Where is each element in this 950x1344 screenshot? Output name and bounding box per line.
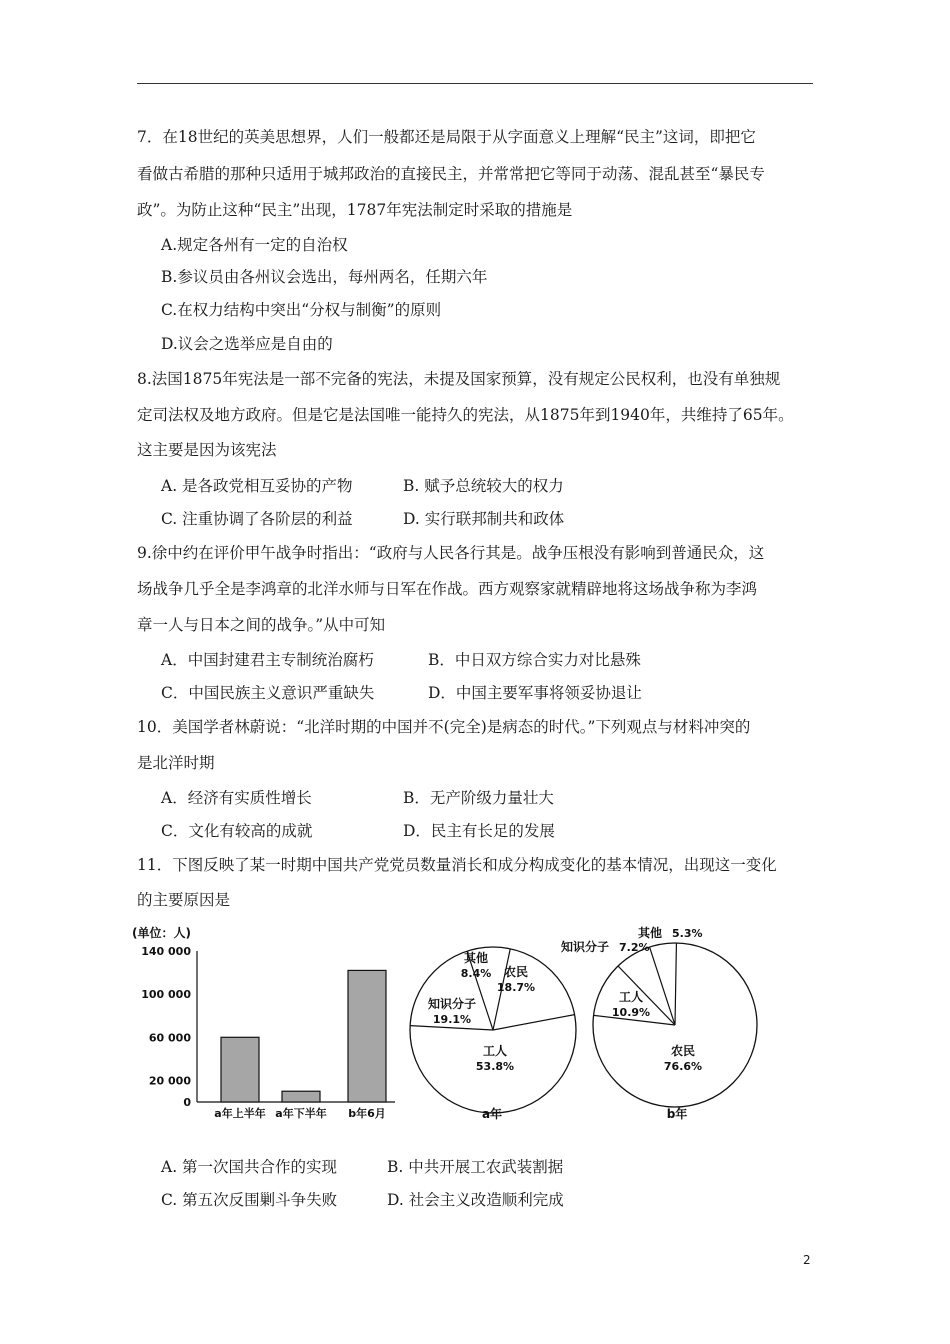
q8-stem-line-1: 8.法国1875年宪法是一部不完备的宪法，未提及国家预算，没有规定公民权利，也没有单独规	[137, 370, 781, 388]
q11-option-d[interactable]: D. 社会主义改造顺利完成	[387, 1191, 564, 1209]
page-number: 2	[803, 1253, 811, 1267]
bar-chart-y-tick-label: 0	[183, 1096, 191, 1109]
q9-stem-line-3: 章一人与日本之间的战争。”从中可知	[137, 616, 386, 634]
bar-chart-category-label: b年6月	[348, 1107, 386, 1120]
bar-chart-category-label: a年上半年	[214, 1107, 266, 1120]
pie-slice-value: 18.7%	[496, 981, 536, 994]
q8-option-c[interactable]: C. 注重协调了各阶层的利益	[161, 510, 353, 528]
q10-option-b[interactable]: B．无产阶级力量壮大	[403, 789, 554, 807]
q8-stem-line-2: 定司法权及地方政府。但是它是法国唯一能持久的宪法，从1875年到1940年，共维持了65年。	[137, 406, 794, 424]
pie-slice-value: 8.4%	[460, 967, 492, 980]
pie-slice-label: 其他	[637, 926, 663, 940]
q11-option-b[interactable]: B. 中共开展工农武装割据	[387, 1158, 564, 1176]
pie-slice-label: 其他	[463, 951, 489, 965]
q9-option-b[interactable]: B．中日双方综合实力对比悬殊	[428, 651, 641, 669]
q7-stem-line-2: 看做古希腊的那种只适用于城邦政治的直接民主，并常常把它等同于动荡、混乱甚至“暴民专	[137, 165, 765, 183]
pie-slice-label: 工人	[618, 990, 644, 1004]
pie-chart-title: a年	[481, 1107, 503, 1121]
q10-stem-line-2: 是北洋时期	[137, 754, 215, 772]
pie-slice-value: 76.6%	[663, 1060, 703, 1073]
q8-stem-line-3: 这主要是因为该宪法	[137, 441, 277, 459]
q7-option-c[interactable]: C.在权力结构中突出“分权与制衡”的原则	[161, 301, 442, 319]
bar-chart-y-tick-label: 140 000	[141, 945, 191, 958]
pie-slice-label: 农民	[503, 965, 529, 979]
bar-chart-y-tick-label: 20 000	[148, 1074, 191, 1088]
bar-2	[282, 1091, 320, 1102]
pie-slice-label: 知识分子	[427, 997, 477, 1011]
bar-chart-unit-label: (单位：人)	[132, 926, 191, 940]
bar-chart-category-label: a年下半年	[275, 1107, 327, 1120]
pie-slice-value: 53.8%	[475, 1060, 515, 1073]
party-member-bar-chart	[132, 925, 395, 1120]
pie-chart-year-a	[410, 947, 576, 1121]
pie-slice-label: 农民	[670, 1044, 696, 1058]
q10-option-c[interactable]: C．文化有较高的成就	[161, 822, 313, 840]
q10-option-d[interactable]: D．民主有长足的发展	[403, 822, 555, 840]
q8-option-b[interactable]: B. 赋予总统较大的权力	[403, 477, 564, 495]
q11-option-c[interactable]: C. 第五次反围剿斗争失败	[161, 1191, 338, 1209]
pie-chart-year-b	[561, 925, 757, 1121]
pie-slice-value: 10.9%	[611, 1006, 651, 1019]
pie-slice-value: 7.2%	[619, 941, 650, 954]
bar-3	[348, 970, 386, 1102]
q11-stem-line-1: 11．下图反映了某一时期中国共产党党员数量消长和成分构成变化的基本情况，出现这一变化	[137, 856, 777, 874]
q8-option-a[interactable]: A. 是各政党相互妥协的产物	[161, 477, 353, 495]
pie-chart-title: b年	[666, 1107, 688, 1121]
pie-slice-label: 工人	[482, 1044, 508, 1058]
q9-option-c[interactable]: C．中国民族主义意识严重缺失	[161, 684, 375, 702]
bar-chart-y-tick-label: 60 000	[148, 1031, 191, 1045]
q9-stem-line-2: 场战争几乎全是李鸿章的北洋水师与日军在作战。西方观察家就精辟地将这场战争称为李鸿	[137, 580, 758, 598]
q8-option-d[interactable]: D. 实行联邦制共和政体	[403, 510, 565, 528]
q11-stem-line-2: 的主要原因是	[137, 891, 231, 909]
q7-option-a[interactable]: A.规定各州有一定的自治权	[161, 236, 348, 254]
q7-stem-line-3: 政”。为防止这种“民主”出现，1787年宪法制定时采取的措施是	[137, 201, 573, 219]
q7-option-b[interactable]: B.参议员由各州议会选出，每州两名，任期六年	[161, 268, 488, 286]
bar-1	[221, 1037, 259, 1102]
q9-option-d[interactable]: D．中国主要军事将领妥协退让	[428, 684, 642, 702]
pie-slice-label: 知识分子	[560, 940, 610, 954]
q7-option-d[interactable]: D.议会之选举应是自由的	[161, 335, 333, 353]
pie-slice-value: 19.1%	[432, 1013, 472, 1026]
q11-option-a[interactable]: A. 第一次国共合作的实现	[161, 1158, 338, 1176]
q7-stem-line-1: 7．在18世纪的英美思想界，人们一般都还是局限于从字面意义上理解“民主”这词，即把它	[137, 128, 756, 146]
q10-stem-line-1: 10．美国学者林蔚说：“北洋时期的中国并不(完全)是病态的时代。”下列观点与材料冲突的	[137, 718, 751, 736]
q10-option-a[interactable]: A．经济有实质性增长	[161, 789, 312, 807]
pie-slice-value: 5.3%	[672, 927, 703, 940]
q9-stem-line-1: 9.徐中约在评价甲午战争时指出：“政府与人民各行其是。战争压根没有影响到普通民众，这	[137, 544, 765, 562]
q9-option-a[interactable]: A．中国封建君主专制统治腐朽	[161, 651, 374, 669]
bar-chart-y-tick-label: 100 000	[141, 988, 191, 1002]
